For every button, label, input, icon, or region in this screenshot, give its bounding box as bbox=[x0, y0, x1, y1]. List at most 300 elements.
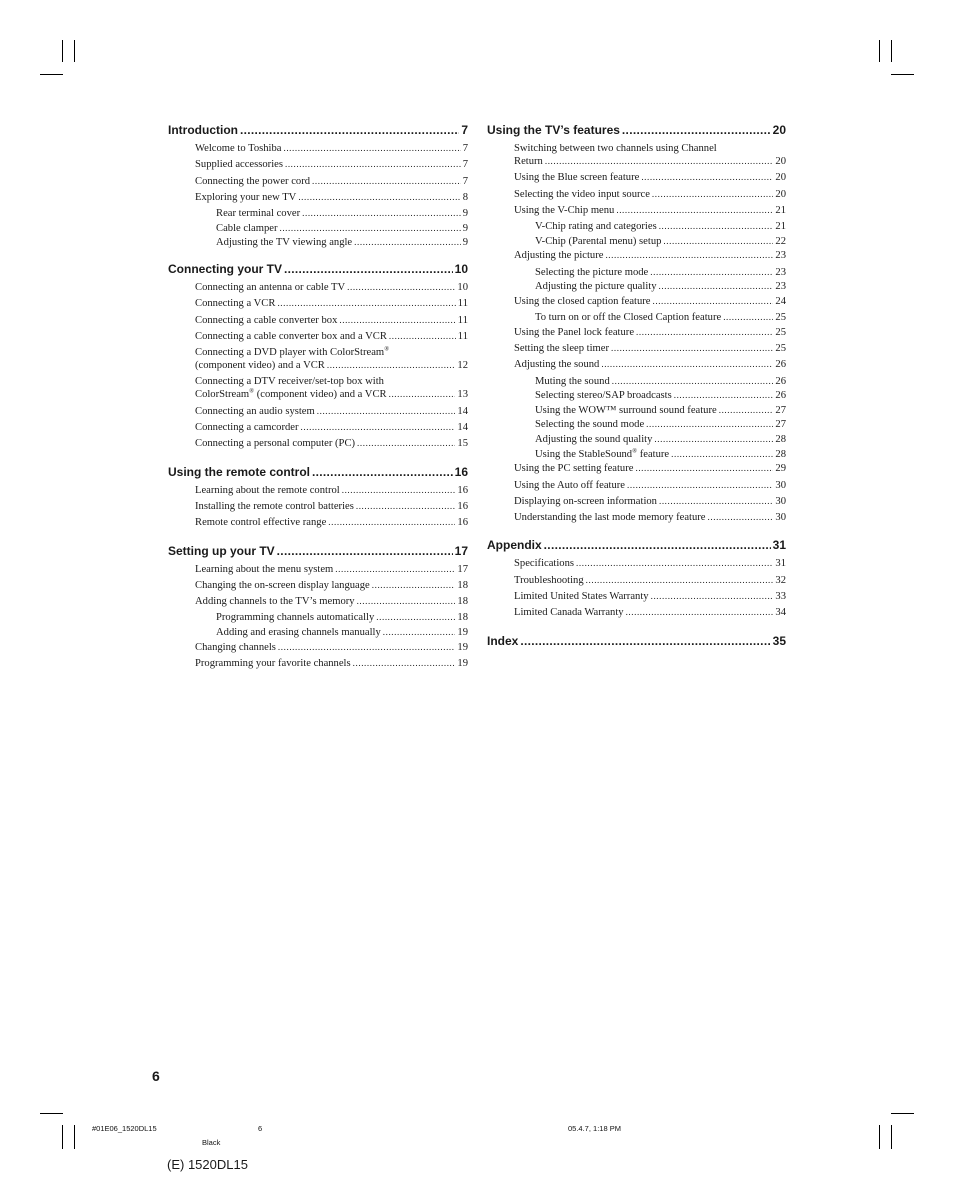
toc-entry-title-wrap bbox=[535, 280, 657, 293]
registered-mark: ® bbox=[632, 447, 638, 455]
dot-leader bbox=[641, 171, 773, 184]
toc-entry[interactable] bbox=[487, 418, 786, 431]
toc-entry-title: Changing the on-screen display language bbox=[195, 579, 370, 591]
dot-leader bbox=[376, 611, 455, 624]
toc-entry-title-wrap bbox=[195, 175, 310, 188]
toc-entry-title-wrap bbox=[535, 404, 717, 417]
toc-entry-title-wrap bbox=[514, 358, 599, 371]
dot-leader bbox=[298, 191, 460, 204]
section-gap bbox=[168, 454, 468, 462]
toc-page-number: 11 bbox=[457, 330, 468, 342]
toc-page-number: 22 bbox=[775, 235, 786, 247]
toc-entry-title: Connecting a cable converter box bbox=[195, 314, 338, 326]
toc-entry-title: Adding channels to the TV’s memory bbox=[195, 596, 355, 608]
toc-entry-title-wrap bbox=[195, 297, 275, 310]
dot-leader bbox=[611, 342, 773, 355]
toc-entry-title-wrap bbox=[514, 188, 650, 201]
toc-entry[interactable] bbox=[487, 606, 786, 619]
toc-entry[interactable] bbox=[487, 433, 786, 446]
toc-entry-title: Displaying on-screen information bbox=[514, 495, 657, 507]
dot-leader bbox=[357, 595, 456, 608]
toc-entry-first-line[interactable] bbox=[168, 375, 468, 388]
toc-entry[interactable] bbox=[168, 657, 468, 670]
toc-page-number: 18 bbox=[457, 596, 468, 608]
toc-entry-title-wrap bbox=[195, 657, 351, 670]
toc-entry-title-wrap bbox=[195, 314, 337, 327]
toc-entry-title: Setting up your TV bbox=[168, 543, 275, 558]
slug-date: 05.4.7, 1:18 PM bbox=[568, 1124, 621, 1133]
toc-page-number: 15 bbox=[457, 438, 468, 450]
toc-entry[interactable] bbox=[487, 280, 786, 293]
toc-section-heading[interactable] bbox=[168, 259, 468, 276]
toc-entry[interactable] bbox=[487, 462, 786, 475]
toc-entry[interactable] bbox=[168, 158, 468, 171]
registered-mark: ® bbox=[384, 345, 390, 353]
toc-entry-title: Learning about the remote control bbox=[195, 484, 340, 496]
toc-entry[interactable] bbox=[168, 579, 468, 592]
toc-entry[interactable] bbox=[168, 330, 468, 343]
dot-leader bbox=[284, 262, 453, 276]
toc-page-number: 23 bbox=[775, 250, 786, 262]
toc-entry-title-wrap bbox=[514, 606, 624, 619]
toc-entry-title-wrap bbox=[195, 516, 326, 529]
toc-page-number: 20 bbox=[772, 123, 786, 137]
section-gap bbox=[487, 527, 786, 535]
toc-page-number: 25 bbox=[775, 312, 786, 324]
toc-entry[interactable] bbox=[168, 142, 468, 155]
toc-entry-title: Muting the sound bbox=[535, 375, 610, 387]
dot-leader bbox=[356, 500, 456, 513]
toc-entry-title: Exploring your new TV bbox=[195, 191, 297, 203]
dot-leader bbox=[708, 511, 774, 524]
toc-entry-title-wrap bbox=[535, 448, 669, 461]
dot-leader bbox=[674, 389, 774, 402]
toc-page-number: 35 bbox=[772, 633, 786, 648]
toc-entry-title: Selecting the picture mode bbox=[535, 266, 649, 278]
toc-entry[interactable] bbox=[168, 191, 468, 204]
dot-leader bbox=[601, 358, 773, 371]
toc-entry[interactable] bbox=[168, 314, 468, 327]
toc-entry-title-wrap bbox=[514, 511, 706, 524]
section-gap bbox=[168, 251, 468, 259]
toc-entry[interactable] bbox=[487, 495, 786, 508]
toc-page-number: 20 bbox=[775, 188, 786, 200]
page-number: 6 bbox=[152, 1068, 160, 1084]
toc-entry[interactable] bbox=[168, 437, 468, 450]
dot-leader bbox=[651, 590, 774, 603]
toc-page-number: 18 bbox=[457, 579, 468, 591]
toc-entry-title: Limited Canada Warranty bbox=[514, 607, 624, 619]
toc-entry[interactable] bbox=[487, 375, 786, 388]
dot-leader bbox=[626, 606, 774, 619]
toc-section-heading[interactable] bbox=[168, 541, 468, 558]
dot-leader bbox=[357, 437, 455, 450]
toc-page-number: 14 bbox=[457, 405, 468, 417]
toc-entry[interactable] bbox=[487, 479, 786, 492]
toc-page-number: 17 bbox=[457, 563, 468, 575]
toc-entry[interactable] bbox=[487, 448, 786, 461]
toc-entry-title-wrap bbox=[168, 544, 275, 558]
toc-entry-title: Cable clamper bbox=[216, 222, 278, 234]
toc-entry-title: Connecting a VCR bbox=[195, 298, 276, 310]
registered-mark: ® bbox=[249, 387, 255, 395]
toc-page-number: 30 bbox=[775, 495, 786, 507]
toc-entry-title-wrap bbox=[195, 421, 299, 434]
toc-page-number: 30 bbox=[775, 512, 786, 524]
toc-entry-title-wrap bbox=[514, 574, 584, 587]
toc-entry[interactable] bbox=[487, 295, 786, 308]
toc-page-number: 29 bbox=[775, 463, 786, 475]
toc-entry-title: Adjusting the TV viewing angle bbox=[216, 237, 353, 249]
dot-leader bbox=[586, 574, 774, 587]
toc-page-number: 23 bbox=[775, 281, 786, 293]
toc-page-number: 13 bbox=[457, 389, 468, 401]
toc-entry[interactable] bbox=[168, 236, 468, 249]
toc-page-number: 7 bbox=[462, 175, 468, 187]
toc-page-number: 31 bbox=[772, 538, 786, 553]
toc-entry[interactable] bbox=[168, 405, 468, 418]
toc-page-number: 34 bbox=[775, 607, 786, 619]
toc-entry-title-wrap bbox=[168, 262, 282, 276]
toc-entry[interactable] bbox=[487, 557, 786, 570]
dot-leader bbox=[723, 311, 773, 324]
toc-entry-title-wrap bbox=[535, 375, 610, 388]
toc-page-number: 28 bbox=[775, 448, 786, 460]
toc-entry-title: Using the V-Chip menu bbox=[514, 204, 615, 216]
toc-entry[interactable] bbox=[487, 389, 786, 402]
toc-page-number: 28 bbox=[775, 434, 786, 446]
toc-entry-title-wrap bbox=[514, 155, 543, 168]
toc-page-number: 19 bbox=[457, 657, 468, 669]
toc-entry[interactable] bbox=[487, 188, 786, 201]
toc-section-heading[interactable] bbox=[487, 535, 786, 552]
toc-entry-title: Welcome to Toshiba bbox=[195, 143, 282, 154]
toc-page-number: 31 bbox=[775, 558, 786, 570]
toc-entry[interactable] bbox=[168, 611, 468, 624]
toc-entry-title: To turn on or off the Closed Caption feature bbox=[535, 312, 722, 324]
toc-entry-title: Installing the remote control batteries bbox=[195, 500, 354, 512]
dot-leader bbox=[576, 557, 773, 570]
toc-entry-first-line[interactable] bbox=[168, 346, 468, 359]
toc-page-number: 26 bbox=[775, 390, 786, 402]
toc-entry[interactable] bbox=[487, 326, 786, 339]
toc-page-number: 12 bbox=[457, 360, 468, 372]
dot-leader bbox=[302, 207, 461, 220]
toc-entry-title: Troubleshooting bbox=[514, 574, 584, 586]
dot-leader bbox=[283, 142, 460, 155]
toc-page-number: 33 bbox=[775, 590, 786, 602]
toc-page-number: 19 bbox=[457, 641, 468, 653]
toc-page-number: 14 bbox=[457, 422, 468, 434]
toc-entry-title: Changing channels bbox=[195, 641, 276, 653]
toc-entry-title: Rear terminal cover bbox=[216, 208, 301, 220]
toc-entry-title-wrap bbox=[195, 563, 333, 576]
toc-entry-title: Specifications bbox=[514, 558, 575, 570]
toc-page-number: 20 bbox=[775, 172, 786, 184]
toc-entry-title: Connecting an antenna or cable TV bbox=[195, 281, 346, 293]
toc-entry-title-wrap bbox=[216, 207, 300, 220]
toc-entry-first-line[interactable] bbox=[487, 142, 786, 155]
toc-entry[interactable] bbox=[168, 563, 468, 576]
dot-leader bbox=[335, 563, 455, 576]
toc-entry-title-wrap bbox=[195, 579, 370, 592]
toc-entry-title-wrap bbox=[535, 418, 644, 431]
toc-page-number: 16 bbox=[457, 517, 468, 529]
dot-leader bbox=[347, 281, 455, 294]
toc-entry[interactable] bbox=[168, 595, 468, 608]
toc-entry-title-wrap bbox=[195, 405, 315, 418]
toc-page-number: 9 bbox=[462, 237, 468, 249]
dot-leader bbox=[545, 155, 774, 168]
toc-entry-title: V-Chip rating and categories bbox=[535, 221, 657, 233]
toc-page-number: 16 bbox=[457, 484, 468, 496]
toc-entry-title: Programming channels automatically bbox=[216, 612, 375, 624]
toc-entry-title-wrap bbox=[195, 191, 296, 204]
toc-entry-title-wrap bbox=[195, 142, 281, 155]
toc-entry-title: Index bbox=[487, 633, 519, 648]
dot-leader bbox=[285, 158, 461, 171]
toc-entry-title-wrap bbox=[514, 462, 633, 475]
dot-leader bbox=[301, 421, 456, 434]
toc-entry-title-wrap bbox=[487, 538, 542, 552]
toc-entry-title: Selecting the video input source bbox=[514, 188, 650, 200]
toc-entry[interactable] bbox=[487, 311, 786, 324]
toc-entry-title: Adjusting the picture quality bbox=[535, 281, 657, 293]
dot-leader bbox=[312, 465, 453, 479]
toc-page-number: 26 bbox=[775, 375, 786, 387]
toc-entry[interactable] bbox=[487, 171, 786, 184]
toc-page-number: 9 bbox=[462, 208, 468, 220]
dot-leader bbox=[372, 579, 456, 592]
dot-leader bbox=[279, 222, 460, 235]
toc-entry[interactable] bbox=[487, 511, 786, 524]
toc-entry-title-wrap bbox=[195, 484, 340, 497]
dot-leader bbox=[278, 641, 455, 654]
toc-entry-title: Limited United States Warranty bbox=[514, 590, 649, 602]
toc-entry[interactable] bbox=[168, 641, 468, 654]
toc-entry[interactable] bbox=[168, 626, 468, 639]
toc-entry[interactable] bbox=[168, 516, 468, 529]
dot-leader bbox=[520, 634, 770, 648]
toc-entry-title-wrap bbox=[216, 236, 352, 249]
toc-entry-title-wrap bbox=[195, 500, 354, 513]
toc-entry-title-wrap bbox=[168, 465, 310, 479]
dot-leader bbox=[339, 314, 455, 327]
toc-entry-title: Using the TV’s features bbox=[487, 123, 620, 137]
model-number: (E) 1520DL15 bbox=[167, 1157, 248, 1172]
dot-leader bbox=[654, 433, 773, 446]
toc-entry[interactable] bbox=[487, 220, 786, 233]
dot-leader bbox=[383, 626, 456, 639]
toc-page-number: 8 bbox=[462, 191, 468, 203]
toc-page-number: 25 bbox=[775, 326, 786, 338]
toc-entry-title: ColorStream bbox=[195, 389, 250, 401]
toc-entry-title: Connecting a camcorder bbox=[195, 422, 299, 434]
toc-entry-title-wrap bbox=[487, 123, 620, 137]
dot-leader bbox=[635, 462, 773, 475]
toc-page-number: 32 bbox=[775, 574, 786, 586]
dot-leader bbox=[627, 479, 773, 492]
dot-leader bbox=[277, 544, 453, 558]
toc-entry-title: Introduction bbox=[168, 123, 238, 137]
toc-entry-title: Selecting stereo/SAP broadcasts bbox=[535, 390, 672, 402]
toc-entry-title-wrap bbox=[514, 249, 603, 262]
toc-entry[interactable] bbox=[487, 266, 786, 279]
toc-entry-title-wrap bbox=[535, 389, 672, 402]
toc-section-heading[interactable] bbox=[487, 120, 786, 137]
toc-entry[interactable] bbox=[487, 404, 786, 417]
toc-entry[interactable] bbox=[168, 359, 468, 372]
toc-entry-title: Using the remote control bbox=[168, 464, 311, 479]
dot-leader bbox=[616, 204, 773, 217]
toc-entry-title: (component video) and a VCR bbox=[195, 360, 325, 372]
toc-page-number: 7 bbox=[462, 143, 468, 154]
toc-page-number: 10 bbox=[457, 281, 468, 293]
toc-entry-title-wrap bbox=[514, 171, 639, 184]
dot-leader bbox=[312, 175, 461, 188]
section-gap bbox=[168, 533, 468, 541]
toc-right-column bbox=[487, 120, 786, 653]
toc-page-number: 16 bbox=[457, 500, 468, 512]
dot-leader bbox=[277, 297, 455, 310]
dot-leader bbox=[650, 266, 773, 279]
toc-entry-title: Using the StableSound bbox=[535, 448, 633, 460]
toc-page-number: 21 bbox=[775, 221, 786, 233]
dot-leader bbox=[663, 235, 773, 248]
toc-section-heading[interactable] bbox=[168, 120, 468, 137]
toc-entry-title: Connecting a cable converter box and a VCR bbox=[195, 330, 387, 342]
toc-section-heading[interactable] bbox=[168, 462, 468, 479]
toc-entry-title: Connecting an audio system bbox=[195, 405, 315, 417]
toc-entry-title: Using the Blue screen feature bbox=[514, 172, 640, 184]
dot-leader bbox=[354, 236, 461, 249]
toc-entry[interactable] bbox=[487, 235, 786, 248]
toc-entry-title: Connecting your TV bbox=[168, 261, 282, 276]
toc-left-column bbox=[168, 120, 468, 673]
toc-entry[interactable] bbox=[168, 388, 468, 401]
toc-page-number: 23 bbox=[775, 266, 786, 278]
toc-page-number: 27 bbox=[775, 404, 786, 416]
toc-entry-title-wrap bbox=[195, 388, 387, 401]
toc-entry-title: (component video) and a VCR bbox=[254, 389, 387, 401]
dot-leader bbox=[622, 123, 771, 137]
toc-page-number: 16 bbox=[454, 464, 468, 479]
toc-entry-title: Connecting a DTV receiver/set-top box with bbox=[195, 376, 384, 388]
toc-entry[interactable] bbox=[168, 421, 468, 434]
toc-page-number: 30 bbox=[775, 479, 786, 491]
toc-entry-title: Supplied accessories bbox=[195, 159, 283, 171]
toc-section-heading[interactable] bbox=[487, 631, 786, 648]
toc-entry-title-wrap bbox=[514, 479, 625, 492]
toc-entry[interactable] bbox=[487, 590, 786, 603]
dot-leader bbox=[328, 516, 455, 529]
toc-entry[interactable] bbox=[487, 249, 786, 262]
toc-entry[interactable] bbox=[487, 155, 786, 168]
toc-entry-title: Adding and erasing channels manually bbox=[216, 627, 381, 639]
dot-leader bbox=[240, 123, 459, 137]
toc-entry-title: V-Chip (Parental menu) setup bbox=[535, 235, 662, 247]
toc-entry-title-wrap bbox=[514, 342, 609, 355]
toc-entry-title-wrap bbox=[216, 222, 277, 235]
toc-entry-title-wrap bbox=[195, 330, 387, 343]
toc-entry[interactable] bbox=[487, 574, 786, 587]
toc-entry-title: Connecting a DVD player with ColorStream bbox=[195, 347, 385, 359]
toc-entry-title: Adjusting the sound quality bbox=[535, 434, 653, 446]
toc-entry-title-wrap bbox=[514, 495, 657, 508]
toc-entry-title: Appendix bbox=[487, 538, 542, 553]
toc-entry-title-wrap bbox=[195, 359, 325, 372]
toc-entry-title-wrap bbox=[514, 295, 651, 308]
toc-page-number: 11 bbox=[457, 314, 468, 326]
toc-entry-title-wrap bbox=[487, 634, 518, 648]
dot-leader bbox=[342, 484, 456, 497]
toc-page-number: 18 bbox=[457, 612, 468, 624]
toc-entry[interactable] bbox=[487, 342, 786, 355]
toc-entry[interactable] bbox=[168, 297, 468, 310]
toc-entry[interactable] bbox=[168, 222, 468, 235]
toc-entry-title: Selecting the sound mode bbox=[535, 419, 645, 431]
toc-page-number: 25 bbox=[775, 343, 786, 355]
toc-entry[interactable] bbox=[168, 500, 468, 513]
dot-leader bbox=[671, 448, 773, 461]
toc-entry[interactable] bbox=[168, 175, 468, 188]
dot-leader bbox=[659, 280, 774, 293]
toc-entry-title: Using the Auto off feature bbox=[514, 479, 626, 491]
toc-entry-title-wrap bbox=[168, 123, 238, 137]
dot-leader bbox=[317, 405, 456, 418]
toc-entry-title: Understanding the last mode memory feature bbox=[514, 512, 706, 524]
toc-entry-title-wrap bbox=[195, 281, 345, 294]
toc-entry[interactable] bbox=[168, 484, 468, 497]
toc-entry-title: Using the WOW™ surround sound feature bbox=[535, 404, 717, 416]
toc-page-number: 24 bbox=[775, 295, 786, 307]
toc-entry[interactable] bbox=[168, 281, 468, 294]
toc-page-number: 7 bbox=[461, 123, 468, 137]
toc-entry-title: Remote control effective range bbox=[195, 517, 327, 529]
toc-entry-title-wrap bbox=[195, 595, 355, 608]
toc-entry-title: Adjusting the sound bbox=[514, 359, 600, 371]
slug-color: Black bbox=[202, 1138, 221, 1147]
dot-leader bbox=[659, 220, 774, 233]
toc-entry-title-wrap bbox=[195, 158, 283, 171]
toc-entry-title: Setting the sleep timer bbox=[514, 343, 610, 355]
toc-page-number: 26 bbox=[775, 359, 786, 371]
toc-entry[interactable] bbox=[487, 358, 786, 371]
toc-entry-title-wrap bbox=[514, 204, 614, 217]
toc-page-number: 9 bbox=[462, 222, 468, 234]
dot-leader bbox=[652, 188, 773, 201]
toc-page-number: 19 bbox=[457, 627, 468, 639]
slug-filename: #01E06_1520DL15 bbox=[92, 1124, 157, 1133]
toc-entry-title-wrap bbox=[514, 557, 574, 570]
toc-entry[interactable] bbox=[487, 204, 786, 217]
dot-leader bbox=[646, 418, 773, 431]
dot-leader bbox=[636, 326, 773, 339]
dot-leader bbox=[327, 359, 456, 372]
toc-entry[interactable] bbox=[168, 207, 468, 220]
toc-entry-title-wrap bbox=[514, 326, 634, 339]
slug-page: 6 bbox=[258, 1124, 263, 1133]
toc-entry-title-wrap bbox=[216, 611, 374, 624]
toc-entry-title-wrap bbox=[535, 266, 648, 279]
section-gap bbox=[487, 623, 786, 631]
toc-page-number: 20 bbox=[775, 156, 786, 167]
toc-entry-title: Switching between two channels using Channel bbox=[514, 143, 717, 154]
toc-page-number: 7 bbox=[462, 159, 468, 171]
toc-page-number: 10 bbox=[454, 261, 468, 276]
toc-entry-title: Using the PC setting feature bbox=[514, 463, 634, 475]
toc-entry-title-wrap bbox=[216, 626, 381, 639]
